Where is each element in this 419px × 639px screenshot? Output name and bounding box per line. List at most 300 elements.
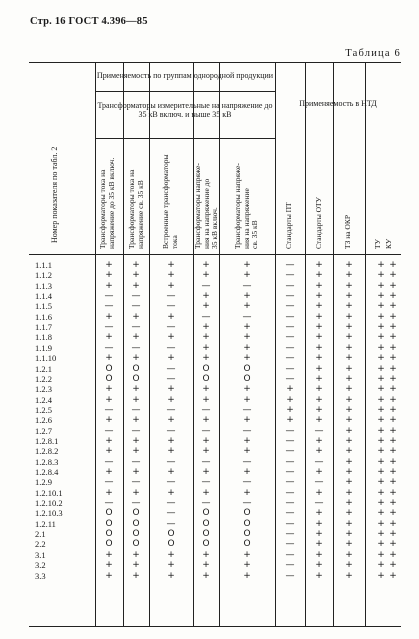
table-cell: +	[105, 332, 113, 343]
table-cell: +	[389, 301, 397, 312]
table-cell: —	[285, 260, 295, 270]
table-cell: O	[243, 518, 251, 529]
table-cell: +	[167, 435, 175, 446]
row-number: 3.3	[35, 570, 46, 581]
table-cell: —	[285, 487, 295, 498]
table-cell: —	[166, 508, 176, 519]
table-cell: O	[243, 508, 251, 519]
table-cell: —	[104, 291, 114, 302]
table-cell: +	[105, 549, 113, 560]
table-cell: +	[315, 291, 323, 302]
table-cell: +	[389, 498, 397, 509]
table-cell: O	[243, 529, 251, 540]
table-cell: +	[315, 487, 323, 498]
table-cell: +	[389, 539, 397, 550]
table-cell: O	[202, 529, 210, 540]
table-cell: +	[202, 560, 210, 571]
table-cell: +	[105, 415, 113, 426]
row-number: 1.2.6	[35, 415, 52, 426]
table-cell: +	[345, 260, 353, 270]
table-cell: —	[285, 446, 295, 457]
table-cell: —	[285, 549, 295, 560]
table-cell: —	[201, 280, 211, 291]
table-cell: —	[166, 425, 176, 436]
table-cell: +	[243, 332, 251, 343]
table-cell: +	[377, 549, 385, 560]
table-cell: —	[104, 342, 114, 353]
table-cell: +	[105, 280, 113, 291]
table-cell: +	[167, 311, 175, 322]
row-number: 3.2	[35, 560, 46, 571]
table-cell: +	[286, 404, 294, 415]
table-cell: +	[345, 353, 353, 364]
table-cell: —	[131, 477, 141, 488]
table-cell: +	[345, 394, 353, 405]
table-cell: O	[202, 518, 210, 529]
table-cell: —	[166, 456, 176, 467]
col-divider	[333, 63, 334, 626]
table-cell: +	[345, 446, 353, 457]
table-cell: +	[243, 415, 251, 426]
table-cell: +	[377, 415, 385, 426]
table-cell: +	[345, 508, 353, 519]
table-cell: +	[286, 415, 294, 426]
table-cell: +	[315, 311, 323, 322]
table-cell: +	[389, 446, 397, 457]
col-header-3: Встроенные трансформаторы тока	[161, 154, 179, 249]
table-cell: +	[389, 373, 397, 384]
table-cell: +	[389, 311, 397, 322]
table-cell: +	[345, 570, 353, 581]
row-number: 1.2.10.2	[35, 498, 63, 509]
table-cell: —	[131, 301, 141, 312]
table-cell: —	[285, 270, 295, 281]
table-cell: +	[345, 322, 353, 333]
table-title: Таблица 6	[345, 48, 401, 59]
table-cell: +	[243, 487, 251, 498]
table-cell: +	[315, 435, 323, 446]
table-cell: +	[377, 332, 385, 343]
table-cell: —	[242, 477, 252, 488]
table-cell: +	[132, 487, 140, 498]
row-number: 1.2.8.3	[35, 456, 59, 467]
table-cell: —	[285, 560, 295, 571]
table-cell: +	[243, 301, 251, 312]
table-cell: —	[104, 477, 114, 488]
table-cell: +	[377, 342, 385, 353]
table-cell: +	[167, 270, 175, 281]
row-number: 1.2.7	[35, 425, 52, 436]
table-cell: +	[345, 456, 353, 467]
table-cell: —	[285, 456, 295, 467]
table-cell: —	[314, 425, 324, 436]
table-cell: +	[345, 529, 353, 540]
table-cell: +	[132, 260, 140, 270]
table-cell: +	[345, 498, 353, 509]
group-header: Применяемость по группам однородной продукции	[96, 71, 274, 80]
table-cell: —	[104, 301, 114, 312]
table-cell: +	[377, 373, 385, 384]
table-cell: —	[285, 435, 295, 446]
table-cell: —	[285, 518, 295, 529]
table-cell: —	[131, 425, 141, 436]
table-cell: —	[166, 291, 176, 302]
table-cell: +	[105, 260, 113, 270]
header-divider	[95, 91, 275, 92]
table-cell: —	[201, 456, 211, 467]
row-number: 3.1	[35, 549, 46, 560]
table-cell: —	[285, 529, 295, 540]
table-cell: +	[377, 498, 385, 509]
table-cell: +	[315, 373, 323, 384]
table-cell: +	[132, 394, 140, 405]
table-cell: +	[345, 549, 353, 560]
table-cell: —	[131, 291, 141, 302]
table-cell: +	[345, 342, 353, 353]
row-number: 1.2.8.2	[35, 446, 59, 457]
table-cell: —	[285, 291, 295, 302]
table-cell: +	[389, 425, 397, 436]
table-cell: +	[105, 570, 113, 581]
table-cell: —	[285, 280, 295, 291]
table-cell: +	[132, 446, 140, 457]
table-cell: +	[132, 270, 140, 281]
table-cell: +	[315, 353, 323, 364]
table-cell: +	[377, 518, 385, 529]
col-divider	[365, 63, 366, 626]
table-cell: O	[243, 373, 251, 384]
table-cell: +	[243, 549, 251, 560]
table-cell: +	[167, 384, 175, 395]
table-cell: +	[243, 446, 251, 457]
table-cell: +	[389, 570, 397, 581]
table-cell: +	[202, 332, 210, 343]
table-cell: —	[166, 363, 176, 374]
row-number: 1.1.2	[35, 270, 52, 281]
table-cell: +	[315, 518, 323, 529]
table-cell: +	[105, 394, 113, 405]
table-cell: +	[132, 415, 140, 426]
table-cell: +	[315, 363, 323, 374]
table-cell: +	[377, 363, 385, 374]
table-cell: +	[315, 404, 323, 415]
table-cell: +	[377, 280, 385, 291]
row-number: 1.1.1	[35, 260, 52, 270]
table-cell: +	[389, 518, 397, 529]
table-cell: +	[132, 332, 140, 343]
table-cell: +	[167, 560, 175, 571]
row-number: 1.1.7	[35, 322, 52, 333]
table-cell: +	[132, 549, 140, 560]
col-header-1: Трансформаторы тока на напряжение до 35 кВ включ.	[98, 157, 116, 249]
table-cell: O	[167, 539, 175, 550]
table-cell: +	[315, 446, 323, 457]
table-cell: +	[377, 456, 385, 467]
table-cell: +	[202, 384, 210, 395]
table-cell: —	[131, 456, 141, 467]
table-cell: +	[243, 322, 251, 333]
table-cell: —	[201, 477, 211, 488]
table-cell: —	[201, 311, 211, 322]
row-number: 1.1.9	[35, 342, 52, 353]
col-header-8: ТЗ на ОКР	[343, 214, 352, 249]
table-cell: —	[104, 498, 114, 509]
table-cell: —	[201, 425, 211, 436]
table-cell: +	[132, 384, 140, 395]
table-cell: +	[377, 425, 385, 436]
table-cell: O	[132, 373, 140, 384]
table-cell: O	[105, 363, 113, 374]
table-cell: +	[377, 560, 385, 571]
table-cell: —	[104, 404, 114, 415]
table-cell: +	[345, 539, 353, 550]
table-cell: +	[202, 260, 210, 270]
table-cell: —	[285, 467, 295, 477]
table-cell: +	[389, 394, 397, 405]
table-cell: +	[315, 342, 323, 353]
table-cell: O	[202, 539, 210, 550]
table-cell: +	[315, 332, 323, 343]
table-cell: +	[167, 446, 175, 457]
table-cell: +	[167, 280, 175, 291]
table-cell: —	[285, 353, 295, 364]
table-cell: +	[377, 394, 385, 405]
table-cell: +	[202, 435, 210, 446]
table-cell: +	[202, 270, 210, 281]
table-cell: +	[389, 280, 397, 291]
table-cell: —	[314, 477, 324, 488]
table-cell: +	[105, 435, 113, 446]
table-cell: —	[285, 477, 295, 488]
table-cell: —	[104, 425, 114, 436]
table-cell: +	[132, 570, 140, 581]
table-cell: +	[345, 363, 353, 374]
table-cell: +	[389, 384, 397, 395]
table-cell: —	[131, 322, 141, 333]
table-cell: —	[285, 425, 295, 436]
row-number: 1.1.5	[35, 301, 52, 312]
table-cell: +	[167, 549, 175, 560]
table-cell: +	[105, 384, 113, 395]
table-cell: —	[166, 373, 176, 384]
table-cell: +	[377, 477, 385, 488]
row-number: 2.1	[35, 529, 46, 540]
col-header-9: ТУ	[373, 239, 382, 249]
table-cell: +	[389, 560, 397, 571]
table-cell: +	[243, 394, 251, 405]
table-cell: +	[315, 301, 323, 312]
table-cell: +	[202, 487, 210, 498]
table-cell: +	[345, 301, 353, 312]
table-cell: O	[202, 508, 210, 519]
row-number: 1.2.11	[35, 518, 56, 529]
table-cell: +	[105, 270, 113, 281]
table-cell: +	[132, 435, 140, 446]
table-cell: —	[242, 280, 252, 291]
table-cell: +	[377, 570, 385, 581]
table-cell: +	[132, 353, 140, 364]
table-cell: +	[315, 560, 323, 571]
table-cell: —	[285, 363, 295, 374]
table-cell: +	[286, 384, 294, 395]
page-header: Стр. 16 ГОСТ 4.396—85	[30, 16, 148, 27]
table-cell: +	[202, 446, 210, 457]
table-cell: O	[243, 539, 251, 550]
table-cell: +	[377, 508, 385, 519]
table-cell: +	[202, 549, 210, 560]
table-cell: +	[377, 467, 385, 477]
table-cell: +	[345, 404, 353, 415]
table-cell: —	[201, 404, 211, 415]
table-cell: +	[315, 570, 323, 581]
table-cell: +	[389, 487, 397, 498]
table-cell: +	[132, 280, 140, 291]
table-cell: +	[286, 394, 294, 405]
table-cell: +	[105, 487, 113, 498]
table-cell: O	[202, 363, 210, 374]
table-cell: +	[389, 270, 397, 281]
col-divider	[305, 63, 306, 626]
table-cell: +	[389, 415, 397, 426]
table-cell: +	[389, 332, 397, 343]
table-cell: +	[315, 508, 323, 519]
table-cell: +	[243, 560, 251, 571]
row-number: 1.1.10	[35, 353, 57, 364]
table-cell: —	[285, 342, 295, 353]
row-number: 1.2.5	[35, 404, 52, 415]
table-cell: —	[166, 404, 176, 415]
table-cell: +	[167, 415, 175, 426]
table-cell: O	[167, 529, 175, 540]
table-cell: +	[167, 487, 175, 498]
table-cell: +	[105, 560, 113, 571]
table-cell: —	[131, 342, 141, 353]
row-number: 1.2.10.3	[35, 508, 63, 519]
table-cell: +	[377, 487, 385, 498]
data-table	[29, 62, 401, 627]
col-header-4: Трансформаторы напряже- ния на напряжение до 35 кВ включ.	[193, 163, 219, 249]
col-header-2: Трансформаторы тока на напряжение св. 35 кВ	[127, 169, 145, 249]
table-cell: +	[315, 394, 323, 405]
table-cell: +	[202, 570, 210, 581]
table-cell: +	[243, 435, 251, 446]
table-cell: +	[315, 270, 323, 281]
table-cell: +	[132, 467, 140, 477]
table-cell: +	[389, 549, 397, 560]
row-number: 1.1.8	[35, 332, 52, 343]
table-cell: +	[345, 477, 353, 488]
table-cell: O	[243, 363, 251, 374]
table-cell: —	[285, 570, 295, 581]
col-header-5: Трансформаторы напряже- ния на напряжение св. 35 кВ	[233, 163, 259, 249]
table-cell: +	[389, 291, 397, 302]
row-number: 2.2	[35, 539, 46, 550]
table-cell: +	[243, 384, 251, 395]
table-cell: +	[167, 260, 175, 270]
table-cell: O	[105, 508, 113, 519]
table-cell: —	[166, 498, 176, 509]
table-cell: +	[345, 518, 353, 529]
table-cell: +	[377, 301, 385, 312]
table-cell: —	[166, 322, 176, 333]
table-cell: O	[105, 529, 113, 540]
table-cell: +	[389, 404, 397, 415]
col-header-6: Стандарты ПТ	[284, 202, 293, 249]
table-cell: —	[131, 404, 141, 415]
table-cell: —	[285, 539, 295, 550]
col-header-7: Стандарты ОТУ	[314, 197, 323, 249]
table-cell: +	[315, 322, 323, 333]
table-cell: +	[345, 291, 353, 302]
table-cell: +	[202, 467, 210, 477]
table-cell: +	[389, 477, 397, 488]
table-cell: +	[345, 270, 353, 281]
table-cell: —	[285, 498, 295, 509]
table-cell: —	[285, 373, 295, 384]
table-cell: —	[242, 425, 252, 436]
table-cell: +	[389, 353, 397, 364]
row-number: 1.2.4	[35, 394, 52, 405]
table-cell: +	[315, 280, 323, 291]
table-cell: +	[377, 446, 385, 457]
table-cell: O	[202, 373, 210, 384]
ntd-header: Применяемость в НТД	[299, 99, 377, 108]
table-cell: +	[389, 435, 397, 446]
table-cell: —	[242, 498, 252, 509]
row-number: 1.2.2	[35, 373, 52, 384]
header-divider	[95, 138, 275, 139]
table-cell: +	[243, 291, 251, 302]
table-cell: +	[167, 353, 175, 364]
table-cell: +	[389, 508, 397, 519]
table-cell: O	[132, 518, 140, 529]
table-cell: —	[166, 342, 176, 353]
table-cell: +	[167, 332, 175, 343]
row-number: 1.2.10.1	[35, 487, 63, 498]
table-cell: O	[132, 539, 140, 550]
table-cell: +	[377, 353, 385, 364]
table-cell: +	[105, 467, 113, 477]
table-cell: +	[377, 260, 385, 270]
subgroup-header: Трансформаторы измерительные на напряжение до 35 кВ включ. и выше 35 кВ	[97, 101, 273, 119]
table-cell: +	[202, 291, 210, 302]
col-divider	[275, 63, 276, 626]
row-number: 1.1.4	[35, 291, 52, 302]
table-cell: —	[285, 508, 295, 519]
table-cell: +	[389, 322, 397, 333]
row-number: 1.1.3	[35, 280, 52, 291]
table-cell: O	[132, 529, 140, 540]
table-cell: +	[243, 467, 251, 477]
table-cell: +	[202, 353, 210, 364]
table-cell: +	[377, 384, 385, 395]
table-cell: +	[132, 560, 140, 571]
row-number: 1.2.8.4	[35, 467, 59, 477]
table-cell: +	[315, 549, 323, 560]
table-cell: +	[345, 332, 353, 343]
table-cell: O	[132, 363, 140, 374]
row-number: 1.2.1	[35, 363, 52, 374]
table-cell: —	[314, 456, 324, 467]
table-cell: +	[105, 353, 113, 364]
col-divider	[149, 63, 150, 626]
table-cell: +	[389, 467, 397, 477]
table-cell: —	[242, 311, 252, 322]
table-cell: +	[377, 270, 385, 281]
table-cell: —	[166, 301, 176, 312]
table-cell: +	[202, 415, 210, 426]
table-cell: —	[242, 404, 252, 415]
